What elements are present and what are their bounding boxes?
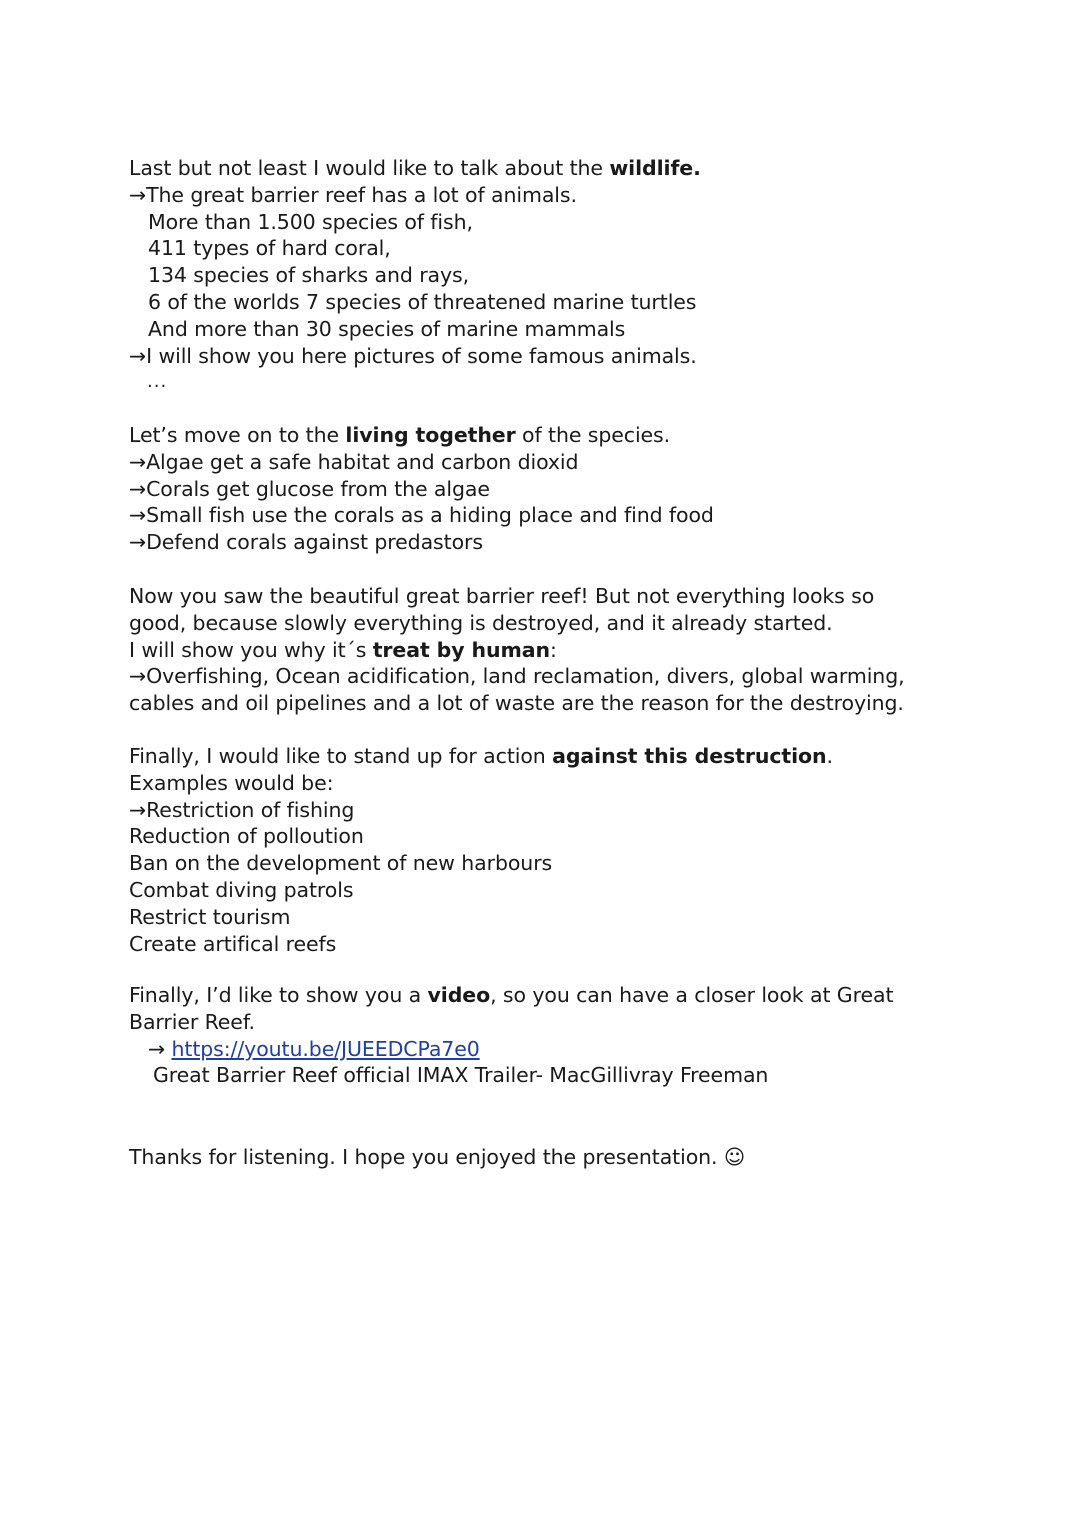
arrow-icon: →: [129, 530, 147, 555]
arrow-icon: →: [129, 797, 147, 822]
threat-line3: I will show you why it´s treat by human:: [129, 637, 557, 662]
list-item: 134 species of sharks and rays,: [148, 263, 470, 288]
arrow-icon: →: [129, 449, 147, 474]
arrow-icon: →: [129, 503, 147, 528]
video-caption: Great Barrier Reef official IMAX Trailer- MacGillivray Freeman: [153, 1063, 769, 1088]
living-keyword: living together: [345, 423, 516, 447]
list-item: →Corals get glucose from the algae: [129, 476, 490, 501]
section-closing: [129, 1144, 969, 1171]
list-item: →Defend corals against predastors: [129, 530, 483, 555]
list-item: →Restriction of fishing: [129, 797, 355, 822]
arrow-icon: →: [129, 182, 147, 207]
section-living-together: [129, 422, 969, 556]
arrow-icon: →: [148, 1036, 166, 1061]
wildlife-keyword: wildlife.: [609, 156, 701, 180]
list-item: Create artifical reefs: [129, 931, 337, 956]
ellipsis: ...: [147, 371, 168, 393]
list-item: Reduction of polloution: [129, 824, 364, 849]
threat-keyword: treat by human: [372, 637, 551, 662]
list-item: 6 of the worlds 7 species of threatened marine turtles: [148, 289, 697, 314]
action-intro: Finally, I would like to stand up for action against this destruction.: [129, 744, 833, 768]
threat-line2: good, because slowly everything is destroyed, and it already started.: [129, 610, 833, 635]
list-item: →Algae get a safe habitat and carbon dioxid: [129, 449, 579, 474]
action-examples: Examples would be:: [129, 770, 334, 795]
threat-line4: →Overfishing, Ocean acidification, land reclamation, divers, global warming,: [129, 664, 905, 689]
section-action: [129, 743, 969, 957]
list-item: 411 types of hard coral,: [148, 236, 391, 261]
list-item: Combat diving patrols: [129, 877, 354, 902]
list-item: And more than 30 species of marine mammals: [148, 316, 626, 341]
arrow-icon: →: [129, 343, 147, 368]
list-item: Ban on the development of new harbours: [129, 851, 553, 876]
action-keyword: against this destruction: [552, 744, 827, 768]
section-video: [129, 982, 969, 1089]
threat-line1: Now you saw the beautiful great barrier reef! But not everything looks so: [129, 584, 875, 608]
section-wildlife: [129, 155, 969, 396]
arrow-icon: →: [129, 664, 147, 689]
wildlife-intro: Last but not least I would like to talk about the wildlife.: [129, 156, 701, 180]
list-item: →Small fish use the corals as a hiding place and find food: [129, 503, 714, 528]
video-line1: Finally, I’d like to show you a video, so you can have a closer look at Great: [129, 983, 894, 1007]
wildlife-line2: →I will show you here pictures of some famous animals.: [129, 343, 697, 368]
closing-line: Thanks for listening. I hope you enjoyed the presentation. ☺: [129, 1145, 746, 1169]
video-link-row: [129, 1036, 969, 1063]
list-item: More than 1.500 species of fish,: [148, 209, 473, 234]
smiley-icon: ☺: [723, 1145, 746, 1169]
threat-line5: cables and oil pipelines and a lot of waste are the reason for the destroying.: [129, 691, 904, 716]
arrow-icon: →: [129, 476, 147, 501]
video-keyword: video: [427, 983, 491, 1007]
section-threat: [129, 583, 969, 717]
living-intro: Let’s move on to the living together of the species.: [129, 423, 671, 447]
list-item: Restrict tourism: [129, 904, 291, 929]
video-link[interactable]: https://youtu.be/JUEEDCPa7e0: [171, 1036, 480, 1061]
wildlife-line1: →The great barrier reef has a lot of animals.: [129, 182, 577, 207]
video-line2: Barrier Reef.: [129, 1009, 255, 1034]
